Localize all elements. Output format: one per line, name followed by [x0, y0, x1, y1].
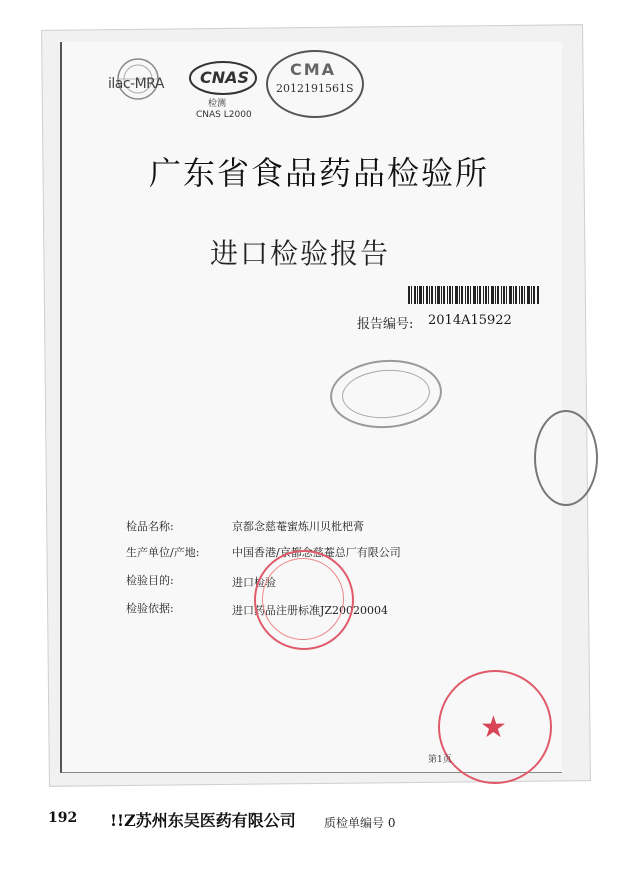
cnas-logo	[188, 58, 258, 98]
certification-logos	[104, 50, 364, 130]
ilac-mra-text: ilac-MRA	[108, 76, 164, 92]
ilac-mra-logo	[104, 58, 174, 100]
field-value-basis: 进口药品注册标准JZ20020004	[232, 604, 389, 617]
footer-qc-number-label: 质检单编号 0	[324, 816, 396, 830]
star-icon: ★	[480, 710, 507, 745]
cnas-testing-label: 检测	[208, 99, 227, 109]
field-label-manufacturer: 生产单位/产地:	[126, 546, 200, 559]
footer-index-number: 192	[48, 810, 78, 826]
red-seal-inner-ring	[262, 558, 344, 640]
field-value-product-name: 京都念慈菴蜜炼川贝枇杷膏	[232, 520, 364, 533]
red-seal-stamp-inspection	[254, 550, 354, 650]
field-value-manufacturer: 中国香港/京都念慈菴总厂有限公司	[232, 546, 401, 559]
edge-seal-stamp	[534, 410, 598, 506]
gray-seal-inner-ring	[340, 367, 431, 421]
field-label-basis: 检验依据:	[126, 602, 174, 615]
field-label-purpose: 检验目的:	[126, 574, 174, 587]
report-type-title: 进口检验报告	[210, 237, 391, 270]
cma-number: 2012191561S	[276, 82, 354, 95]
field-value-purpose: 进口检验	[232, 576, 276, 589]
page-number: 第1页	[428, 755, 452, 765]
report-number: 2014A15922	[428, 313, 512, 328]
cnas-text: CNAS	[200, 68, 250, 87]
cma-text: CMA	[290, 60, 337, 79]
cnas-code: CNAS L2000	[196, 110, 252, 120]
institute-title: 广东省食品药品检验所	[149, 154, 490, 192]
footer-company-name: !!Z苏州东吴医药有限公司	[110, 811, 296, 830]
report-number-label: 报告编号:	[357, 317, 414, 332]
red-seal-stamp-company	[438, 670, 552, 784]
field-label-product-name: 检品名称:	[126, 520, 174, 533]
barcode	[408, 286, 540, 304]
